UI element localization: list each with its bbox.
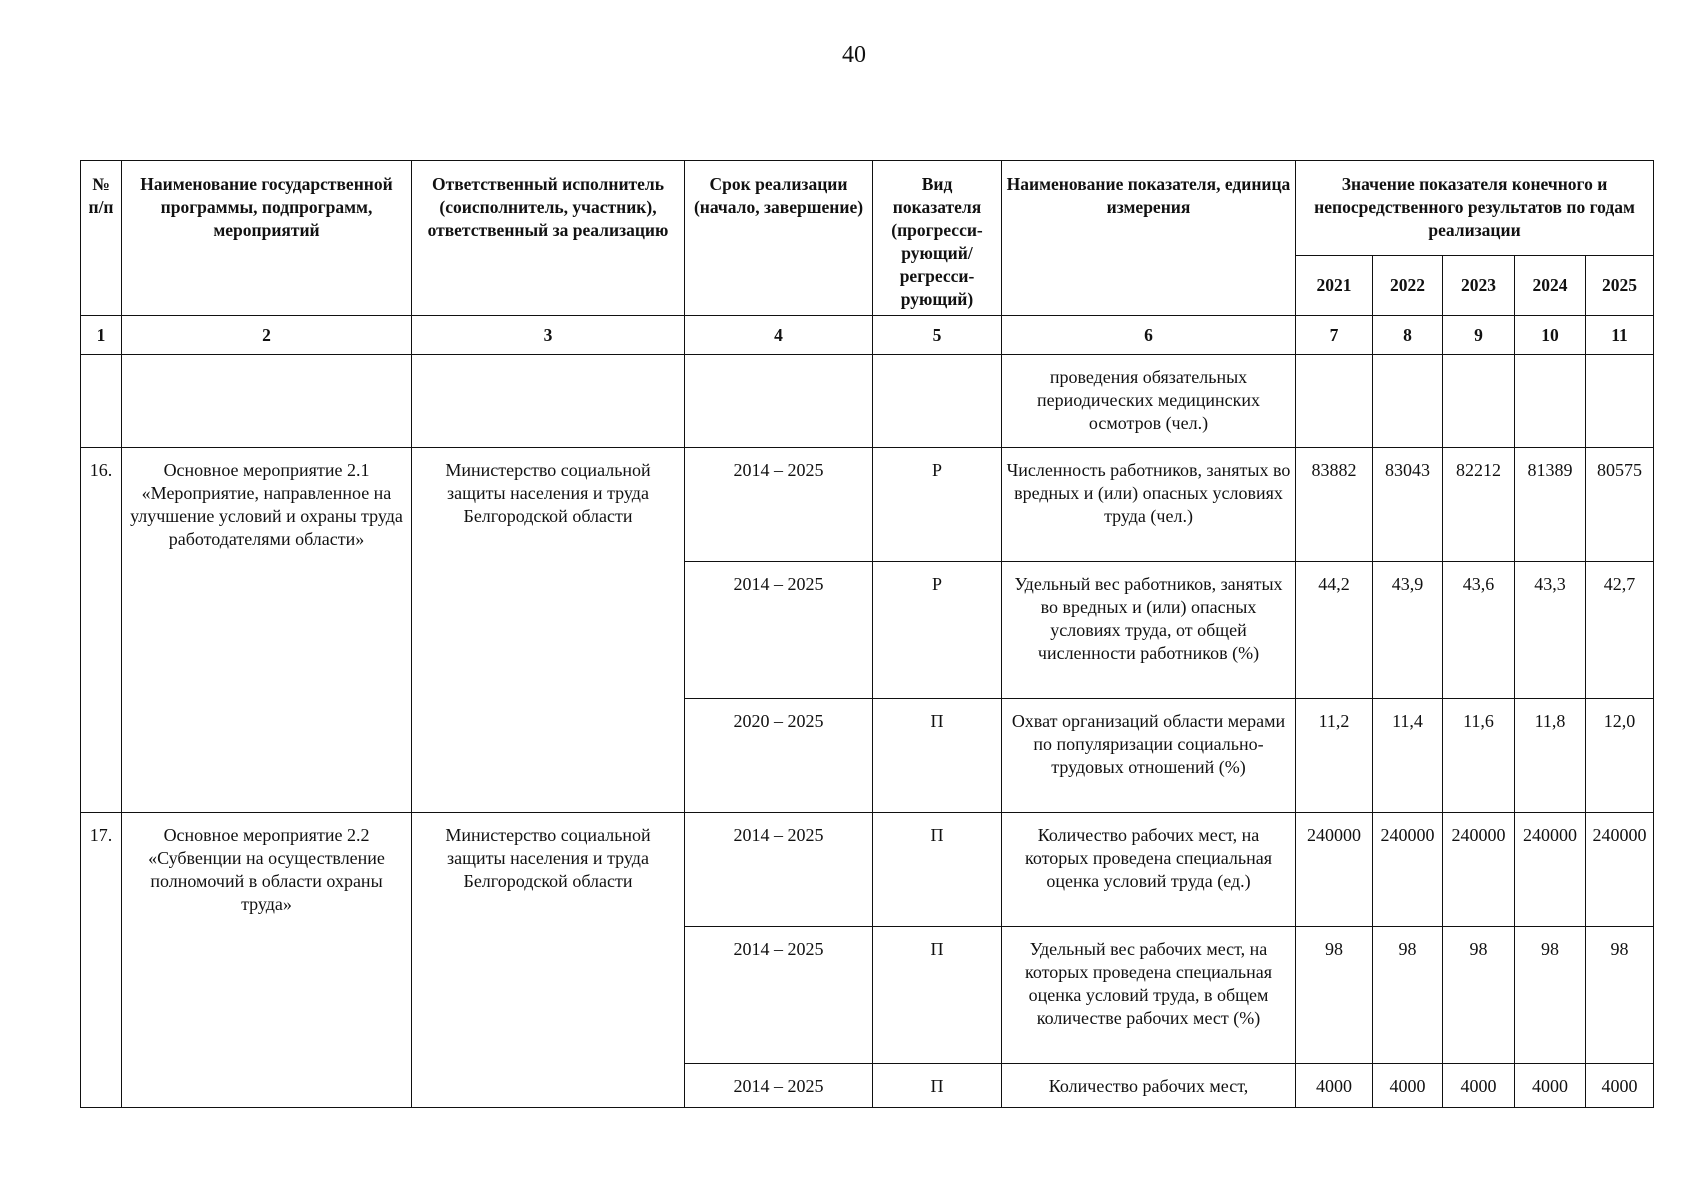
- cell-empty: [81, 355, 122, 448]
- value-2023: 43,6: [1443, 562, 1515, 699]
- header-period: Срок реализации (начало, завершение): [685, 161, 873, 316]
- indicator-type: П: [873, 699, 1002, 813]
- value-2022: 43,9: [1373, 562, 1443, 699]
- cell-empty: [412, 355, 685, 448]
- indicator-type: Р: [873, 562, 1002, 699]
- indicator-name: Удельный вес работников, занятых во вредных и (или) опасных условиях труда, от общей численности работников (%): [1002, 562, 1296, 699]
- indicator-name: Охват организаций области мерами по популяризации социально-трудовых отношений (%): [1002, 699, 1296, 813]
- value-2024: 98: [1515, 927, 1586, 1064]
- indicator-type: П: [873, 813, 1002, 927]
- table-row: [81, 355, 1654, 448]
- period: 2014 – 2025: [685, 448, 873, 562]
- value-2024: 240000: [1515, 813, 1586, 927]
- value-2024: 81389: [1515, 448, 1586, 562]
- value-2021: 240000: [1296, 813, 1373, 927]
- indicator-name: Удельный вес рабочих мест, на которых проведена специальная оценка условий труда, в общем количестве рабочих мест (%): [1002, 927, 1296, 1064]
- period: 2014 – 2025: [685, 1064, 873, 1108]
- column-number: 7: [1296, 316, 1373, 355]
- cell-empty: [1586, 355, 1654, 448]
- header-year: 2023: [1443, 255, 1515, 315]
- header-year: 2021: [1296, 255, 1373, 315]
- value-2025: 42,7: [1586, 562, 1654, 699]
- value-2025: 4000: [1586, 1064, 1654, 1108]
- value-2024: 4000: [1515, 1064, 1586, 1108]
- indicators-table: [80, 160, 1654, 1108]
- column-number: 8: [1373, 316, 1443, 355]
- value-2022: 98: [1373, 927, 1443, 1064]
- cell-empty: [1296, 355, 1373, 448]
- value-2022: 240000: [1373, 813, 1443, 927]
- value-2023: 240000: [1443, 813, 1515, 927]
- page-number: 40: [842, 42, 866, 68]
- value-2025: 240000: [1586, 813, 1654, 927]
- indicator-type: П: [873, 927, 1002, 1064]
- column-number: 3: [412, 316, 685, 355]
- header-year: 2022: [1373, 255, 1443, 315]
- value-2021: 83882: [1296, 448, 1373, 562]
- cell-empty: [685, 355, 873, 448]
- table-row: [81, 813, 1654, 927]
- value-2021: 44,2: [1296, 562, 1373, 699]
- value-2025: 80575: [1586, 448, 1654, 562]
- header-values-group: Значение показателя конечного и непосредственного результатов по годам реализации: [1296, 161, 1654, 256]
- cell-empty: [1443, 355, 1515, 448]
- period: 2014 – 2025: [685, 927, 873, 1064]
- column-number: 6: [1002, 316, 1296, 355]
- value-2025: 12,0: [1586, 699, 1654, 813]
- header-indicator-name: Наименование показателя, единица измерения: [1002, 161, 1296, 316]
- column-number: 9: [1443, 316, 1515, 355]
- value-2021: 11,2: [1296, 699, 1373, 813]
- value-2024: 43,3: [1515, 562, 1586, 699]
- indicator-name: Количество рабочих мест,: [1002, 1064, 1296, 1108]
- table-row: [81, 448, 1654, 562]
- period: 2014 – 2025: [685, 562, 873, 699]
- value-2022: 4000: [1373, 1064, 1443, 1108]
- period: 2020 – 2025: [685, 699, 873, 813]
- value-2021: 98: [1296, 927, 1373, 1064]
- program-name: Основное мероприятие 2.2 «Субвенции на осуществление полномочий в области охраны труда»: [122, 813, 412, 1108]
- value-2023: 11,6: [1443, 699, 1515, 813]
- indicator-name: Количество рабочих мест, на которых проведена специальная оценка условий труда (ед.): [1002, 813, 1296, 927]
- header-program-name: Наименование государственной программы, подпрограмм, мероприятий: [122, 161, 412, 316]
- row-number: 16.: [81, 448, 122, 813]
- cell-empty: [873, 355, 1002, 448]
- cell-empty: [122, 355, 412, 448]
- header-executor: Ответственный исполнитель (соисполнитель, участник), ответственный за реализацию: [412, 161, 685, 316]
- value-2023: 4000: [1443, 1064, 1515, 1108]
- column-number: 1: [81, 316, 122, 355]
- executor: Министерство социальной защиты населения и труда Белгородской области: [412, 448, 685, 813]
- value-2023: 82212: [1443, 448, 1515, 562]
- indicator-name: Численность работников, занятых во вредных и (или) опасных условиях труда (чел.): [1002, 448, 1296, 562]
- indicator-type: П: [873, 1064, 1002, 1108]
- column-number: 4: [685, 316, 873, 355]
- column-number: 11: [1586, 316, 1654, 355]
- value-2025: 98: [1586, 927, 1654, 1064]
- header-no: № п/п: [81, 161, 122, 316]
- value-2024: 11,8: [1515, 699, 1586, 813]
- cell-empty: [1515, 355, 1586, 448]
- header-year: 2024: [1515, 255, 1586, 315]
- indicator-type: Р: [873, 448, 1002, 562]
- value-2022: 83043: [1373, 448, 1443, 562]
- executor: Министерство социальной защиты населения и труда Белгородской области: [412, 813, 685, 1108]
- value-2021: 4000: [1296, 1064, 1373, 1108]
- value-2022: 11,4: [1373, 699, 1443, 813]
- indicator-name: проведения обязательных периодических медицинских осмотров (чел.): [1002, 355, 1296, 448]
- column-number: 2: [122, 316, 412, 355]
- header-indicator-type: Вид показателя (прогресси-рующий/ регресси-рующий): [873, 161, 1002, 316]
- period: 2014 – 2025: [685, 813, 873, 927]
- program-name: Основное мероприятие 2.1 «Мероприятие, направленное на улучшение условий и охраны труда работодателями области»: [122, 448, 412, 813]
- cell-empty: [1373, 355, 1443, 448]
- row-number: 17.: [81, 813, 122, 1108]
- column-number: 5: [873, 316, 1002, 355]
- header-year: 2025: [1586, 255, 1654, 315]
- column-number: 10: [1515, 316, 1586, 355]
- value-2023: 98: [1443, 927, 1515, 1064]
